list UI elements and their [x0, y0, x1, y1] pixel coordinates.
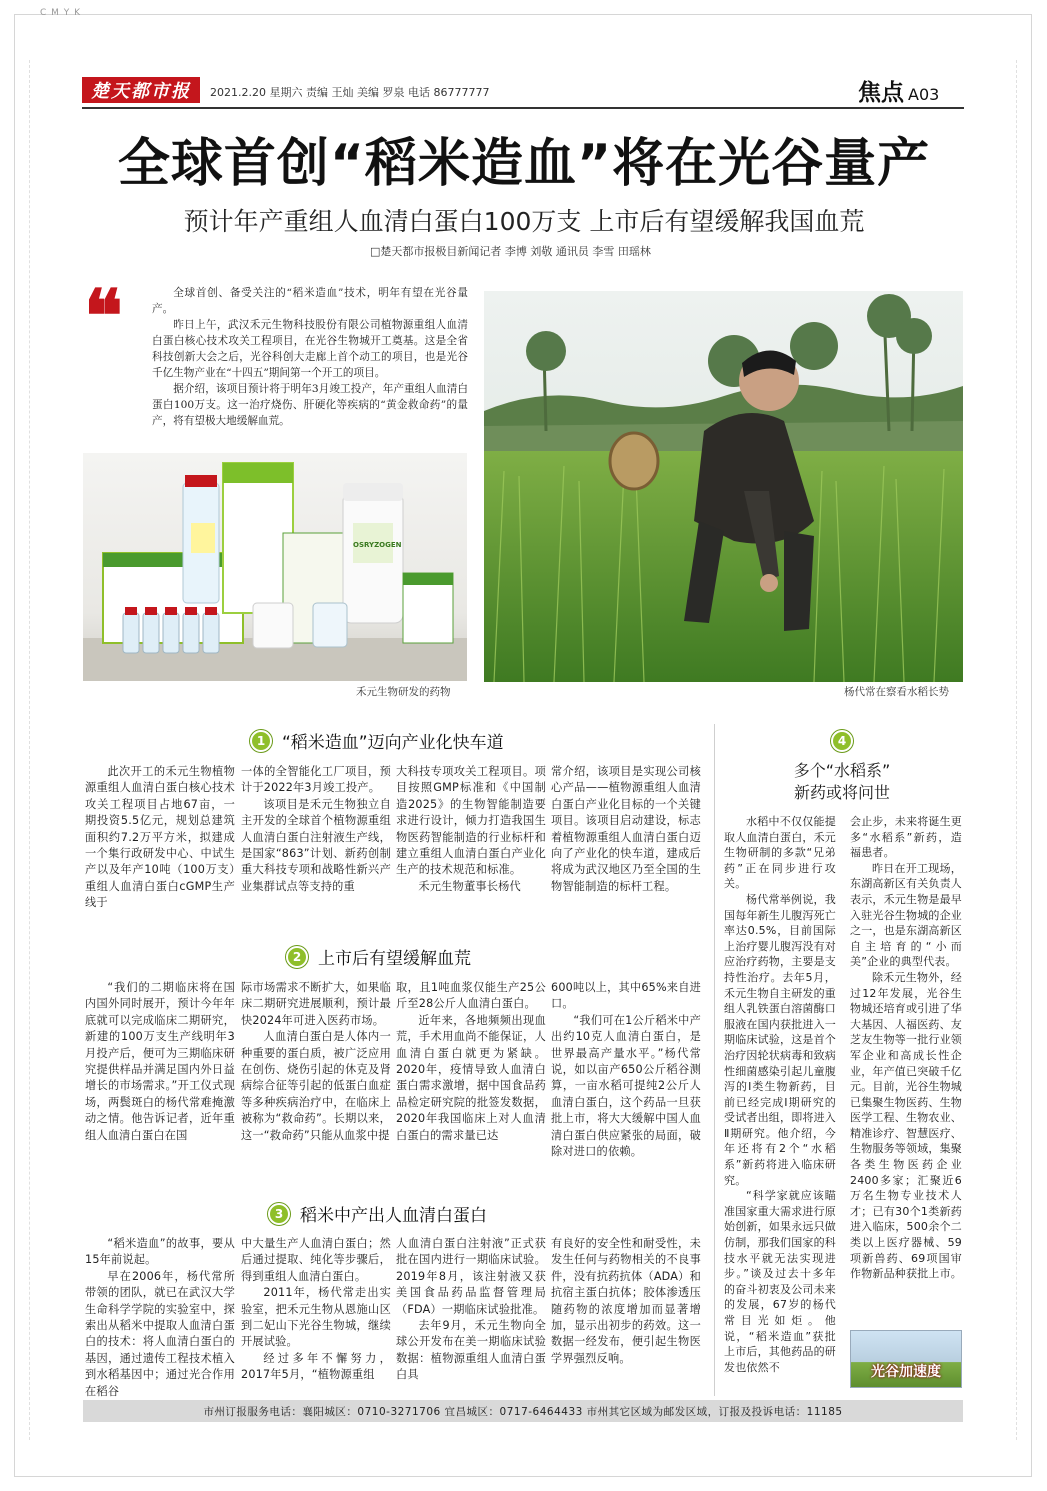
- section4-number: 4: [831, 730, 853, 752]
- section-label: [858, 74, 939, 107]
- page-number: A03: [908, 85, 940, 104]
- section3-col3: [396, 1236, 546, 1384]
- paragraph: 水稻中不仅仅能提取人血清白蛋白，禾元生物研制的多款“兄弟药”正在同步进行攻关。: [724, 815, 836, 891]
- paragraph: 会止步，未来将诞生更多“水稻系”新药，造福患者。: [850, 815, 962, 860]
- paragraph: “稻米造血”的故事，要从15年前说起。: [85, 1237, 235, 1267]
- footer-bar: [83, 1400, 963, 1422]
- paragraph: 常介绍，该项目是实现公司核心产品——植物源重组人血清白蛋白产业化目标的一个关键项目。该项目启动建设，标志着植物源重组人血清白蛋白迈向了产业化的快车道，建成后将成为武汉地区乃至全国的生物智能制造的标杆工程。: [551, 765, 701, 893]
- paragraph: 一体的全智能化工厂项目，预计于2022年3月竣工投产。: [241, 765, 391, 795]
- section1-col4: [551, 764, 701, 895]
- sub-headline: 预计年产重组人血清白蛋白100万支 上市后有望缓解我国血荒: [183, 207, 865, 236]
- paragraph: 早在2006年，杨代常所带领的团队，就已在武汉大学生命科学学院的实验室中，探索出从稻米中提取人血清白蛋白的技术：将人血清白蛋白的基因，通过遗传工程技术植入到水稻基因中；通过光合作用在稻谷: [85, 1269, 235, 1398]
- rice-field-photo: [484, 291, 963, 682]
- section1-title: “稻米造血”迈向产业化快车道: [282, 733, 504, 753]
- section2-col2: [241, 980, 391, 1144]
- badge-text: 光谷加速度: [871, 1364, 941, 1380]
- lead-paragraph: 据介绍，该项目预计将于明年3月竣工投产，年产重组人血清白蛋白100万支。这一治疗烧伤、肝硬化等疾病的“黄金救命药”的量产，将有望极大地缓解血荒。: [152, 383, 468, 427]
- section3-col4: [551, 1236, 701, 1367]
- section2-col1: [85, 980, 235, 1144]
- footer-text: 市州订报服务电话：襄阳城区：0710-3271706 宜昌城区：0717-6464433 市州其它区域为邮发区域，订报及投诉电话：11185: [203, 1405, 843, 1418]
- masthead-logo: [82, 77, 200, 103]
- section4-title-line1: 多个“水稻系”: [793, 761, 891, 780]
- masthead-rule: [82, 107, 964, 109]
- lead-text: [152, 285, 468, 429]
- section3-number: 3: [268, 1203, 290, 1225]
- reg-mark-right: [1016, 60, 1026, 1440]
- paragraph: 除禾元生物外，经过12年发展，光谷生物城还培育或引进了华大基因、人福医药、友芝友生物等一批行业领军企业和高成长性企业，年产值已突破千亿元。目前，光谷生物城已集聚生物医药、生物医学工程、生物农业、精准诊疗、智慧医疗、生物服务等领域，集聚各类生物医药企业2400多家；汇聚近6万名生物专业技术人才；已有30个1类新药进入临床，500余个二类以上医疗器械、59项新兽药、69项国审作物新品种获批上市。: [850, 970, 962, 1281]
- paragraph: 此次开工的禾元生物植物源重组人血清白蛋白核心技术攻关工程项目占地67亩，一期投资5.5亿元，规划总建筑面积约7.2万平方米，拟建成一个集行政研发中心、中试生产以及年产10吨（100万支）重组人血清白蛋白cGMP生产线于: [85, 765, 235, 910]
- lead-paragraph: 全球首创、备受关注的“稻米造血”技术，明年有望在光谷量产。: [152, 287, 468, 315]
- section-name: 焦点: [858, 80, 904, 106]
- paragraph: 杨代常举例说，我国每年新生儿腹泻死亡率达0.5%，目前国际上治疗婴儿腹泻没有对应治疗药物，主要是支持性治疗。去年5月，禾元生物自主研发的重组人乳铁蛋白溶菌酶口服液在国内获批进入一期临床试验，这是首个治疗因轮状病毒和致病性细菌感染引起儿童腹泻的Ⅰ类生物新药，目前已经完成Ⅰ期研究的受试者出组，即将进入Ⅱ期研究。他介绍，今年还将有2个“水稻系”新药将进入临床研究。: [724, 892, 836, 1187]
- reg-mark-left: [20, 60, 30, 1440]
- section3-title: 稻米中产出人血清白蛋白: [300, 1206, 487, 1226]
- section3-col1: [85, 1236, 235, 1400]
- researcher-in-rice-field-illustration: [484, 291, 963, 682]
- paragraph: 大科技专项攻关工程项目。项目按照GMP标准和《中国制造2025》的生物智能制造要求进行设计，倾力打造我国生物医药智能制造的行业标杆和建立重组人血清白蛋白产业化生产的技术规范和标准。: [396, 765, 546, 877]
- paragraph: “我们可在1公斤稻米中产出约10克人血清白蛋白，是世界最高产量水平。”杨代常说，如以亩产650公斤稻谷测算，一亩水稻可提纯2公斤人血清白蛋白，这个药品一旦获批上市，将大大缓解中国人血清白蛋白供应紧张的局面，破除对进口的依赖。: [551, 1013, 701, 1159]
- drug-photo: [83, 453, 467, 681]
- section2-col4: [551, 980, 701, 1160]
- section1-col1: [85, 764, 235, 912]
- paragraph: 昨日在开工现场，东湖高新区有关负责人表示，禾元生物是最早入驻光谷生物城的企业之一，也是东湖高新区自主培育的“小而美”企业的典型代表。: [850, 861, 962, 969]
- paragraph: 人血清白蛋白是人体内一种重要的蛋白质，被广泛应用在创伤、烧伤引起的休克及肾病综合征等引起的低蛋白血症等多种疾病治疗中，在临床上被称为“救命药”。长期以来，这一“救命药”只能从血浆中提: [241, 1030, 391, 1142]
- lead-paragraph: 昨日上午，武汉禾元生物科技股份有限公司植物源重组人血清白蛋白核心技术攻关工程项目，在光谷生物城开工奠基。这是全省科技创新大会之后，光谷科创大走廊上首个动工的项目，也是光谷千亿生物产业在“十四五”期间第一个开工的项目。: [152, 319, 468, 379]
- section4-col2: [850, 814, 962, 1282]
- section1-number: 1: [250, 730, 272, 752]
- section2-col3: [396, 980, 546, 1144]
- section4-rule: [714, 724, 715, 1396]
- paragraph: 人血清白蛋白注射液”正式获批在国内进行一期临床试验。2019年8月，该注射液又获美国食品药品监督管理局（FDA）一期临床试验批准。: [396, 1237, 546, 1316]
- section3-heading: [268, 1201, 487, 1226]
- drug-products-illustration: [83, 453, 467, 681]
- section4-col1: [724, 814, 836, 1375]
- section4-heading: [724, 730, 960, 804]
- section4-title-line2: 新药或将问世: [793, 783, 890, 802]
- section2-title: 上市后有望缓解血荒: [318, 949, 471, 969]
- paragraph: 禾元生物董事长杨代: [418, 879, 521, 893]
- left-photo-caption: 禾元生物研发的药物: [356, 686, 451, 698]
- section1-col3: [396, 764, 546, 895]
- paragraph: 中大量生产人血清白蛋白；然后通过提取、纯化等步骤后，得到重组人血清白蛋白。: [241, 1237, 391, 1283]
- logo-text: 楚天都市报: [91, 81, 191, 102]
- byline: □楚天都市报极目新闻记者 李博 刘敬 通讯员 李雪 田瑶林: [370, 245, 651, 258]
- section3-col2: [241, 1236, 391, 1384]
- right-photo-caption: 杨代常在察看水稻长势: [844, 686, 949, 698]
- issue-info: 2021.2.20 星期六 责编 王灿 美编 罗泉 电话 86777777: [210, 86, 490, 99]
- main-headline: 全球首创“稻米造血”将在光谷量产: [117, 134, 931, 194]
- quote-glyph: ❝: [84, 273, 123, 358]
- paragraph: 取，且1吨血浆仅能生产25公斤至28公斤人血清白蛋白。: [396, 981, 546, 1011]
- paragraph: 有良好的安全性和耐受性，未发生任何与药物相关的不良事件，没有抗药抗体（ADA）和抗宿主蛋白抗体；胶体渗透压随药物的浓度增加而显著增加，显示出初步的药效。这一数据一经发布，便引起生物医学界强烈反响。: [551, 1237, 701, 1365]
- paragraph: 2011年，杨代常走出实验室，把禾元生物从恩施山区到二妃山下光谷生物城，继续开展试验。: [241, 1286, 391, 1349]
- section1-heading: [250, 728, 504, 753]
- paragraph: 经过多年不懈努力，2017年5月，“植物源重组: [241, 1351, 391, 1382]
- paragraph: “科学家就应该瞄准国家重大需求进行原始创新，如果永远只做仿制，那我们国家的科技水平就无法实现进步。”谈及过去十多年的奋斗初衷及公司未来的发展，67岁的杨代常目光如炬。他说，“稻米造血”获批上市后，其他药品的研发也依然不: [724, 1189, 836, 1374]
- section1-col2: [241, 764, 391, 895]
- box-brand: OSRYZOGEN: [353, 541, 402, 549]
- optics-valley-badge: [850, 1330, 962, 1388]
- paragraph: 600吨以上，其中65%来自进口。: [551, 981, 701, 1011]
- paragraph: 去年9月，禾元生物向全球公开发布在美一期临床试验数据：植物源重组人血清白蛋白具: [396, 1319, 546, 1382]
- section2-heading: [286, 944, 471, 969]
- section2-number: 2: [286, 946, 308, 968]
- paragraph: 该项目是禾元生物独立自主开发的全球首个植物源重组人血清白蛋白注射液生产线，是国家“863”计划、新药创制重大科技专项和战略性新兴产业集群试点等支持的重: [241, 797, 391, 893]
- crop-mark: C M Y K: [40, 8, 82, 18]
- paragraph: 际市场需求不断扩大，如果临床二期研究进展顺利，预计最快2024年可进入医药市场。: [241, 981, 391, 1027]
- paragraph: 近年来，各地频频出现血荒，手术用血尚不能保证，人血清白蛋白就更为紧缺。2020年，疫情导致人血清白蛋白需求激增，据中国食品药品检定研究院的批签发数据，2020年我国临床上对人血清白蛋白的需求量已达: [396, 1013, 546, 1142]
- quote-mark: [84, 273, 144, 358]
- paragraph: “我们的二期临床将在国内国外同时展开，预计今年年底就可以完成临床二期研究，新建的100万支生产线明年3月投产后，便可为三期临床研究提供样品并满足国内外日益增长的市场需求。”开工仪式现场，两鬓斑白的杨代常难掩激动之情。他告诉记者，近年重组人血清白蛋白在国: [85, 981, 235, 1142]
